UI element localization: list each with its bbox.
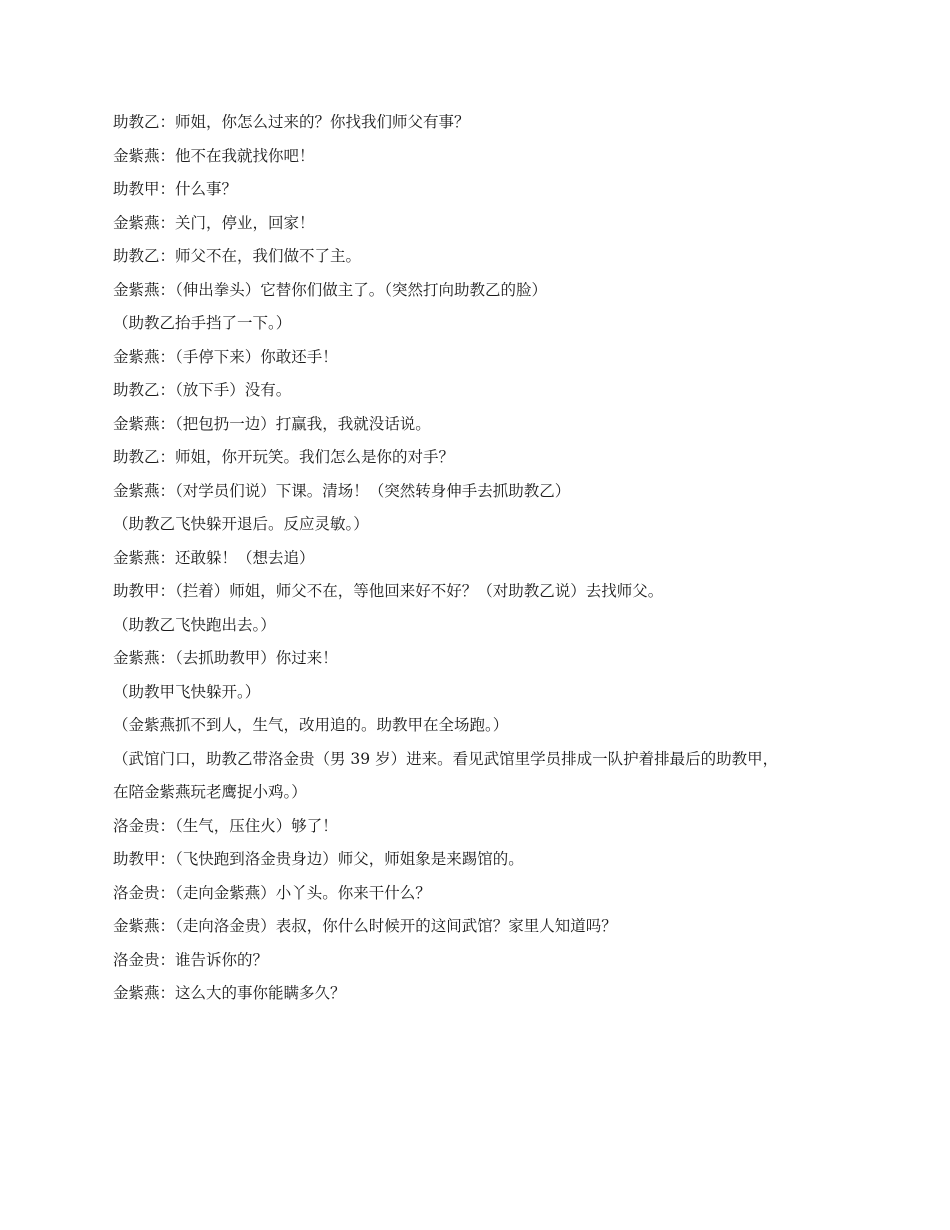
dialogue-line-10: 助教乙：师姐，你开玩笑。我们怎么是你的对手？ [113,448,455,466]
dialogue-line-6: 金紫燕：（伸出拳头）它替你们做主了。（突然打向助教乙的脸） [113,280,548,299]
dialogue-line-2: 金紫燕：他不在我就找你吧！ [113,146,315,165]
stage-direction-6-continued: 在陪金紫燕玩老鹰捉小鸡。） [113,783,307,801]
stage-direction-3: （助教乙飞快跑出去。） [113,615,276,634]
dialogue-line-4: 金紫燕：关门，停业，回家！ [113,213,315,232]
stage-direction-4: （助教甲飞快躲开。） [113,682,261,701]
dialogue-line-7: 金紫燕：（手停下来）你敢还手！ [113,347,338,366]
stage-direction-1: （助教乙抬手挡了一下。） [113,314,292,332]
dialogue-line-11: 金紫燕：（对学员们说）下课。清场！（突然转身伸手去抓助教乙） [113,481,571,500]
dialogue-line-3: 助教甲：什么事？ [113,180,238,198]
stage-direction-6: （武馆门口，助教乙带洛金贵（男 39 岁）进来。看见武馆里学员排成一队护着排最后的助教甲， [113,749,779,768]
dialogue-line-12: 金紫燕：还敢躲！（想去追） [113,548,315,567]
dialogue-line-16: 助教甲：（飞快跑到洛金贵身边）师父，师姐象是来踢馆的。 [113,850,524,868]
dialogue-line-20: 金紫燕：这么大的事你能瞒多久？ [113,984,346,1002]
stage-direction-5: （金紫燕抓不到人，生气，改用追的。助教甲在全场跑。） [113,716,509,734]
dialogue-line-9: 金紫燕：（把包扔一边）打赢我，我就没话说。 [113,414,431,433]
dialogue-line-8: 助教乙：（放下手）没有。 [113,381,292,399]
dialogue-line-13: 助教甲：（拦着）师姐，师父不在，等他回来好不好？（对助教乙说）去找师父。 [113,582,664,600]
dialogue-line-1: 助教乙：师姐，你怎么过来的？你找我们师父有事？ [113,113,470,131]
dialogue-line-18: 金紫燕：（走向洛金贵）表叔，你什么时候开的这间武馆？家里人知道吗？ [113,917,617,935]
dialogue-line-15: 洛金贵：（生气，压住火）够了！ [113,816,338,835]
script-body [113,111,843,1016]
dialogue-line-19: 洛金贵：谁告诉你的？ [113,950,269,969]
dialogue-line-5: 助教乙：师父不在，我们做不了主。 [113,247,362,265]
dialogue-line-14: 金紫燕：（去抓助教甲）你过来！ [113,649,338,667]
dialogue-line-17: 洛金贵：（走向金紫燕）小丫头。你来干什么？ [113,883,431,902]
stage-direction-2: （助教乙飞快躲开退后。反应灵敏。） [113,515,369,533]
